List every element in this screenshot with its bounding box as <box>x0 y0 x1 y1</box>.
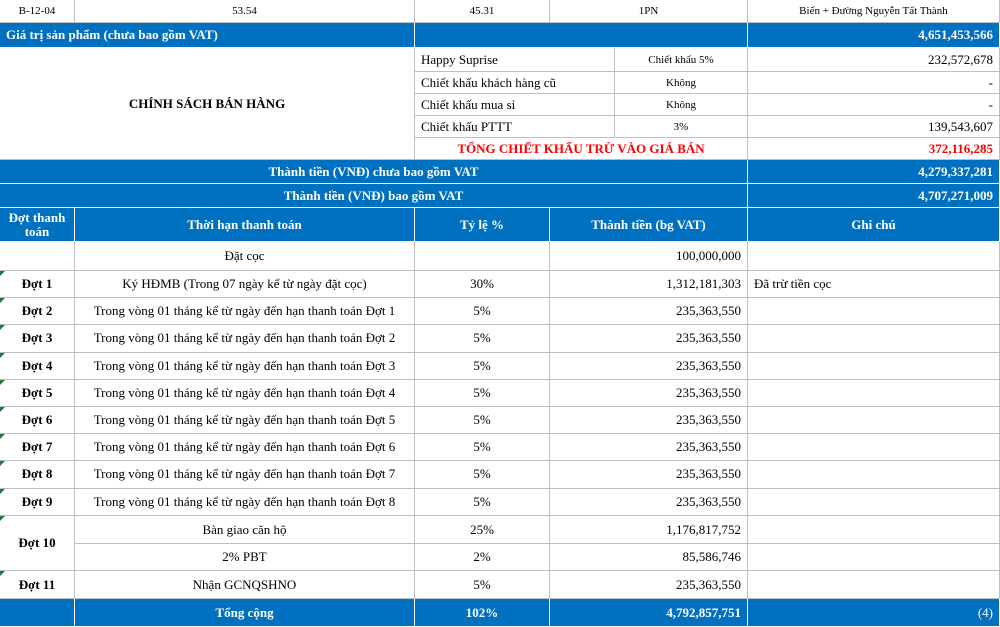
phase-cell[interactable]: Đợt 2 <box>0 298 75 325</box>
policy-item-amount[interactable]: - <box>748 72 1000 94</box>
deposit-phase-cell[interactable] <box>0 242 75 271</box>
deposit-amount[interactable]: 100,000,000 <box>550 242 748 271</box>
phase-cell[interactable]: Đợt 5 <box>0 380 75 407</box>
term-cell[interactable]: Trong vòng 01 tháng kể từ ngày đến hạn thanh toán Đợt 6 <box>75 434 415 461</box>
product-value-amount[interactable]: 4,651,453,566 <box>748 23 1000 48</box>
total-incl-vat-label[interactable]: Thành tiền (VNĐ) bao gồm VAT <box>0 184 748 208</box>
total-incl-vat-value[interactable]: 4,707,271,009 <box>748 184 1000 208</box>
policy-item-name[interactable]: Chiết khấu khách hàng cũ <box>415 72 615 94</box>
policy-item-rate[interactable]: Chiết khấu 5% <box>615 48 748 72</box>
phase-11-amount[interactable]: 235,363,550 <box>550 571 748 599</box>
term-cell[interactable]: Ký HĐMB (Trong 07 ngày kể từ ngày đặt cọc) <box>75 271 415 298</box>
amount-cell[interactable]: 235,363,550 <box>550 380 748 407</box>
total-discount-label[interactable]: TỔNG CHIẾT KHẤU TRỪ VÀO GIÁ BÁN <box>415 138 748 160</box>
grand-total-amount[interactable]: 4,792,857,751 <box>550 599 748 627</box>
policy-item-amount[interactable]: - <box>748 94 1000 116</box>
phase-10b-note[interactable] <box>748 544 1000 571</box>
area1-cell[interactable]: 53.54 <box>75 0 415 23</box>
note-cell[interactable] <box>748 461 1000 488</box>
phase-cell[interactable]: Đợt 4 <box>0 353 75 380</box>
policy-item-rate[interactable]: Không <box>615 72 748 94</box>
unit-code-cell[interactable]: B-12-04 <box>0 0 75 23</box>
policy-item-name[interactable]: Happy Suprise <box>415 48 615 72</box>
rate-cell[interactable]: 30% <box>415 271 550 298</box>
term-cell[interactable]: Trong vòng 01 tháng kể từ ngày đến hạn thanh toán Đợt 4 <box>75 380 415 407</box>
phase-10b-rate[interactable]: 2% <box>415 544 550 571</box>
term-cell[interactable]: Trong vòng 01 tháng kể từ ngày đến hạn thanh toán Đợt 2 <box>75 325 415 352</box>
term-cell[interactable]: Trong vòng 01 tháng kể từ ngày đến hạn thanh toán Đợt 3 <box>75 353 415 380</box>
note-cell[interactable] <box>748 407 1000 434</box>
phase-10b-amount[interactable]: 85,586,746 <box>550 544 748 571</box>
phase-10a-amount[interactable]: 1,176,817,752 <box>550 516 748 544</box>
phase-10-cell[interactable]: Đợt 10 <box>0 516 75 571</box>
header-term[interactable]: Thời hạn thanh toán <box>75 208 415 242</box>
deposit-term[interactable]: Đặt cọc <box>75 242 415 271</box>
term-cell[interactable]: Trong vòng 01 tháng kể từ ngày đến hạn thanh toán Đợt 5 <box>75 407 415 434</box>
total-excl-vat-label[interactable]: Thành tiền (VNĐ) chưa bao gồm VAT <box>0 160 748 184</box>
rate-cell[interactable]: 5% <box>415 407 550 434</box>
phase-11-cell[interactable]: Đợt 11 <box>0 571 75 599</box>
policy-item-name[interactable]: Chiết khấu PTTT <box>415 116 615 138</box>
header-phase[interactable]: Đợt thanh toán <box>0 208 75 242</box>
grand-total-note[interactable]: (4) <box>748 599 1000 627</box>
phase-cell[interactable]: Đợt 1 <box>0 271 75 298</box>
amount-cell[interactable]: 235,363,550 <box>550 353 748 380</box>
phase-cell[interactable]: Đợt 7 <box>0 434 75 461</box>
header-amount[interactable]: Thành tiền (bg VAT) <box>550 208 748 242</box>
amount-cell[interactable]: 235,363,550 <box>550 298 748 325</box>
amount-cell[interactable]: 235,363,550 <box>550 489 748 516</box>
grand-total-rate[interactable]: 102% <box>415 599 550 627</box>
deposit-note-cell[interactable] <box>748 242 1000 271</box>
phase-10a-rate[interactable]: 25% <box>415 516 550 544</box>
total-excl-vat-value[interactable]: 4,279,337,281 <box>748 160 1000 184</box>
unit-type-cell[interactable]: 1PN <box>550 0 748 23</box>
total-discount-value[interactable]: 372,116,285 <box>748 138 1000 160</box>
rate-cell[interactable]: 5% <box>415 434 550 461</box>
note-cell[interactable] <box>748 489 1000 516</box>
area2-cell[interactable]: 45.31 <box>415 0 550 23</box>
deposit-rate-cell[interactable] <box>415 242 550 271</box>
policy-item-name[interactable]: Chiết khấu mua sỉ <box>415 94 615 116</box>
note-cell[interactable] <box>748 434 1000 461</box>
policy-item-amount[interactable]: 232,572,678 <box>748 48 1000 72</box>
phase-cell[interactable]: Đợt 6 <box>0 407 75 434</box>
product-value-label[interactable]: Giá trị sản phẩm (chưa bao gồm VAT) <box>0 23 415 48</box>
amount-cell[interactable]: 1,312,181,303 <box>550 271 748 298</box>
note-cell[interactable] <box>748 325 1000 352</box>
phase-cell[interactable]: Đợt 9 <box>0 489 75 516</box>
grand-total-label[interactable]: Tổng cộng <box>75 599 415 627</box>
grand-total-phase-cell[interactable] <box>0 599 75 627</box>
amount-cell[interactable]: 235,363,550 <box>550 461 748 488</box>
term-cell[interactable]: Trong vòng 01 tháng kể từ ngày đến hạn thanh toán Đợt 7 <box>75 461 415 488</box>
note-cell[interactable]: Đã trừ tiền cọc <box>748 271 1000 298</box>
sales-policy-title[interactable]: CHÍNH SÁCH BÁN HÀNG <box>0 48 415 160</box>
phase-11-term[interactable]: Nhận GCNQSHNO <box>75 571 415 599</box>
header-rate[interactable]: Tỷ lệ % <box>415 208 550 242</box>
policy-item-amount[interactable]: 139,543,607 <box>748 116 1000 138</box>
rate-cell[interactable]: 5% <box>415 298 550 325</box>
policy-item-rate[interactable]: Không <box>615 94 748 116</box>
policy-item-rate[interactable]: 3% <box>615 116 748 138</box>
amount-cell[interactable]: 235,363,550 <box>550 434 748 461</box>
rate-cell[interactable]: 5% <box>415 461 550 488</box>
rate-cell[interactable]: 5% <box>415 353 550 380</box>
phase-cell[interactable]: Đợt 3 <box>0 325 75 352</box>
rate-cell[interactable]: 5% <box>415 325 550 352</box>
phase-10a-note[interactable] <box>748 516 1000 544</box>
phase-10a-term[interactable]: Bàn giao căn hộ <box>75 516 415 544</box>
product-value-gap[interactable] <box>415 23 748 48</box>
amount-cell[interactable]: 235,363,550 <box>550 325 748 352</box>
rate-cell[interactable]: 5% <box>415 380 550 407</box>
phase-10b-term[interactable]: 2% PBT <box>75 544 415 571</box>
amount-cell[interactable]: 235,363,550 <box>550 407 748 434</box>
phase-11-note[interactable] <box>748 571 1000 599</box>
term-cell[interactable]: Trong vòng 01 tháng kể từ ngày đến hạn thanh toán Đợt 8 <box>75 489 415 516</box>
rate-cell[interactable]: 5% <box>415 489 550 516</box>
phase-11-rate[interactable]: 5% <box>415 571 550 599</box>
note-cell[interactable] <box>748 298 1000 325</box>
note-cell[interactable] <box>748 353 1000 380</box>
term-cell[interactable]: Trong vòng 01 tháng kể từ ngày đến hạn thanh toán Đợt 1 <box>75 298 415 325</box>
note-cell[interactable] <box>748 380 1000 407</box>
header-note[interactable]: Ghi chú <box>748 208 1000 242</box>
phase-cell[interactable]: Đợt 8 <box>0 461 75 488</box>
view-cell[interactable]: Biển + Đường Nguyễn Tất Thành <box>748 0 1000 23</box>
